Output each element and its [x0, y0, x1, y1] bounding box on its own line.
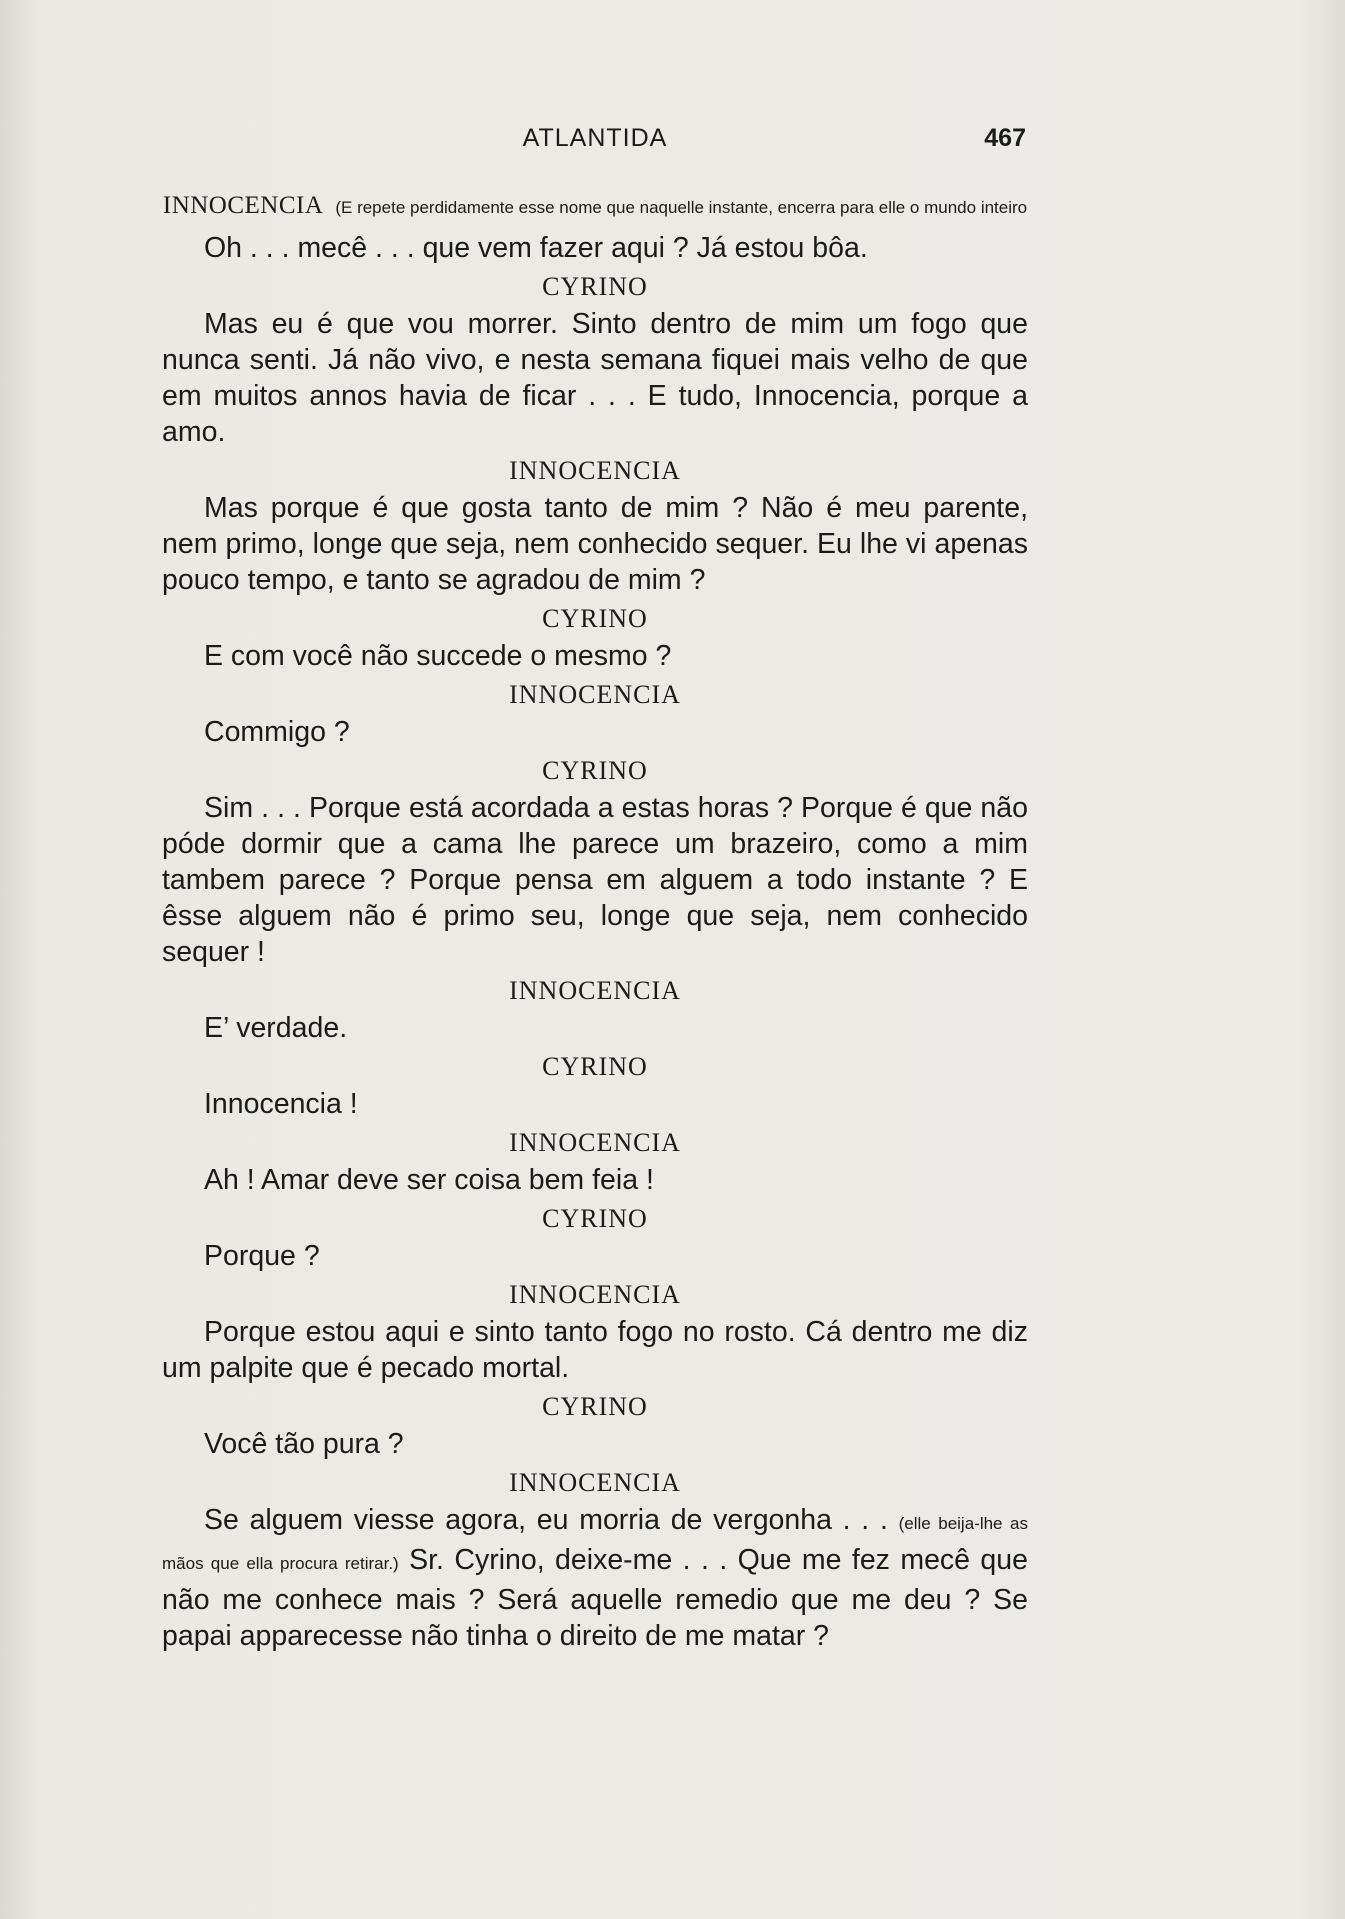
speech: Innocencia !: [204, 1088, 358, 1120]
speaker-name: CYRINO: [542, 272, 648, 301]
page-header: [160, 124, 1030, 164]
speech: E com você não succede o mesmo ?: [204, 640, 672, 672]
speaker-name: INNOCENCIA: [509, 1128, 681, 1157]
speech: Ah ! Amar deve ser coisa bem feia !: [204, 1164, 654, 1196]
speaker-name: INNOCENCIA: [509, 680, 681, 709]
speech: E’ verdade.: [204, 1012, 348, 1044]
speech: Mas eu é que vou morrer. Sinto dentro de mim um fogo que nunca senti. Já não vivo, e nesta semana fiquei mais velho de que em muitos annos havia de ficar . . . E tudo, Innocencia, porque a amo.: [162, 308, 1028, 448]
speaker-name: CYRINO: [542, 756, 648, 785]
speaker-name: INNOCENCIA: [509, 1280, 681, 1309]
speaker-name: INNOCENCIA: [509, 976, 681, 1005]
speech: Mas porque é que gosta tanto de mim ? Não é meu parente, nem primo, longe que seja, nem conhecido sequer. Eu lhe vi apenas pouco tempo, e tanto se agradou de mim ?: [162, 492, 1028, 596]
speaker-name: CYRINO: [542, 1052, 648, 1081]
speech-part: Sr. Cyrino, deixe-me . . . Que me fez mecê que não me conhece mais ? Será aquelle remedio que me deu ? Se papai apparecesse não tinha o direito de me matar ?: [162, 1544, 1028, 1652]
running-title: ATLANTIDA: [522, 124, 668, 152]
speech: [162, 1502, 1028, 1654]
speaker-name: CYRINO: [542, 1204, 648, 1233]
page-number: 467: [984, 124, 1026, 152]
opening-speaker-line: [162, 186, 1028, 224]
page-body: [162, 186, 1028, 1654]
speaker-name: INNOCENCIA: [509, 1468, 681, 1497]
speaker-name: CYRINO: [542, 604, 648, 633]
speech: Você tão pura ?: [204, 1428, 404, 1460]
speaker-name: CYRINO: [542, 1392, 648, 1421]
speech: Sim . . . Porque está acordada a estas horas ? Porque é que não póde dormir que a cama lhe parece um brazeiro, como a mim tambem parece ? Porque pensa em alguem a todo instante ? E êsse alguem não é primo seu, longe que seja, nem conhecido sequer !: [162, 792, 1028, 968]
speech: Porque ?: [204, 1240, 320, 1272]
speaker-name: INNOCENCIA: [509, 456, 681, 485]
speaker-name: INNOCENCIA: [162, 192, 324, 219]
speech: Commigo ?: [204, 716, 350, 748]
speech-part: Se alguem viesse agora, eu morria de vergonha . . .: [204, 1504, 888, 1536]
stage-direction: (E repete perdidamente esse nome que naquelle instante, encerra para elle o mundo inteiro: [335, 198, 1028, 217]
speech: Porque estou aqui e sinto tanto fogo no rosto. Cá dentro me diz um palpite que é pecado mortal.: [162, 1316, 1028, 1384]
stage-direction: (elle beija-lhe as mãos que ella procura retirar.): [162, 1514, 1028, 1573]
speech: Oh . . . mecê . . . que vem fazer aqui ? Já estou bôa.: [204, 232, 868, 264]
